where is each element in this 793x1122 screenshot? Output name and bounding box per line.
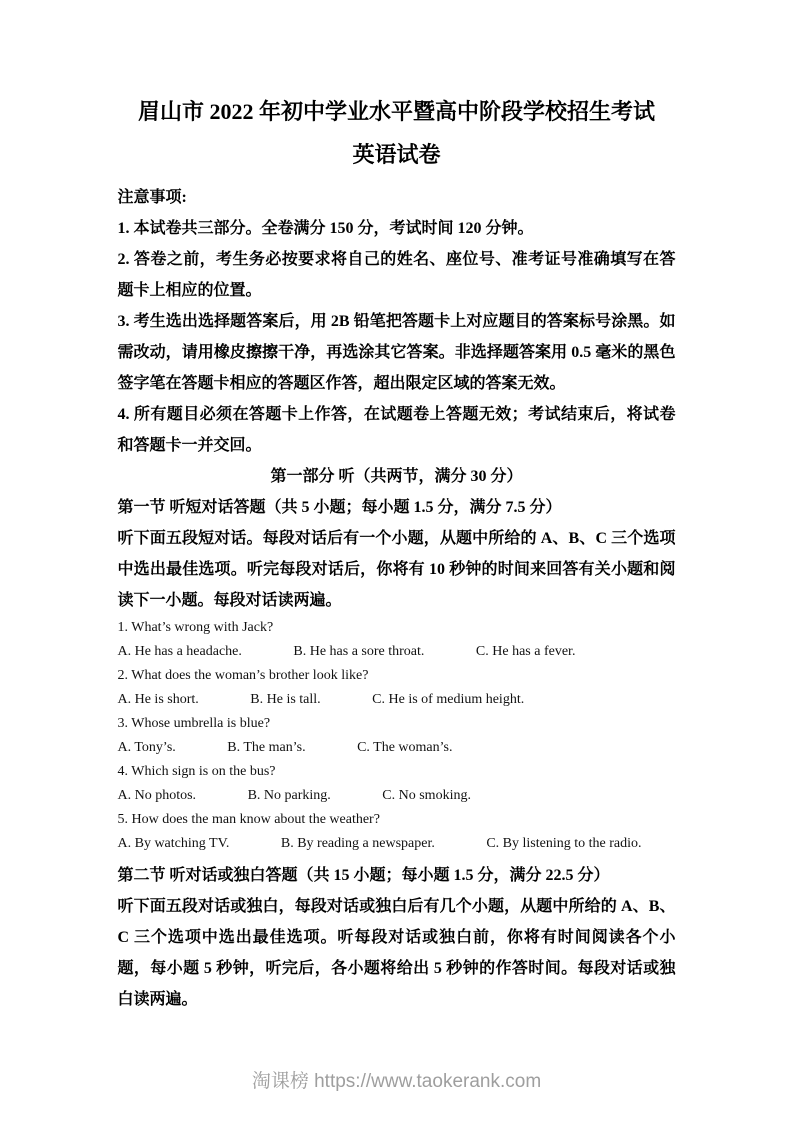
notice-item-2: 2. 答卷之前，考生务必按要求将自己的姓名、座位号、准考证号准确填写在答题卡上相应的位置。: [117, 251, 676, 299]
question-1: [118, 616, 676, 664]
option-b: B. The man’s.: [227, 740, 306, 755]
option-c: C. He is of medium height.: [372, 692, 525, 707]
option-a: A. By watching TV.: [117, 836, 230, 851]
option-a: A. Tony’s.: [117, 740, 176, 755]
question-4: [118, 760, 676, 808]
option-a: A. No photos.: [117, 788, 197, 803]
option-c: C. No smoking.: [382, 788, 471, 803]
question-5: [118, 808, 676, 856]
question-text: 3. Whose umbrella is blue?: [117, 716, 271, 731]
question-options: [118, 736, 676, 760]
notice-heading: 注意事项:: [117, 189, 187, 206]
question-3: [118, 712, 676, 760]
question-options: [118, 688, 676, 712]
question-options: [118, 640, 676, 664]
exam-subtitle: 英语试卷: [352, 142, 441, 167]
option-c: C. The woman’s.: [357, 740, 453, 755]
section2-intro: 听下面五段对话或独白，每段对话或独白后有几个小题，从题中所给的 A、B、C 三个选项中选出最佳选项。听每段对话或独白前，你将有时间阅读各个小题，每小题 5 秒钟，听完后，各小题将给出 5 秒钟的作答时间。每段对话或独白读两遍。: [117, 898, 676, 1008]
question-text: 5. How does the man know about the weather?: [117, 812, 380, 827]
option-c: C. By listening to the radio.: [486, 836, 642, 851]
exam-title: 眉山市 2022 年初中学业水平暨高中阶段学校招生考试: [137, 99, 655, 124]
option-a: A. He is short.: [117, 692, 199, 707]
section2-heading: 第二节 听对话或独白答题（共 15 小题；每小题 1.5 分，满分 22.5 分）: [117, 867, 610, 884]
notice-item-4: 4. 所有题目必须在答题卡上作答，在试题卷上答题无效；考试结束后，将试卷和答题卡一并交回。: [117, 406, 676, 454]
question-2: [118, 664, 676, 712]
question-options: [118, 832, 676, 856]
exam-content: [118, 0, 676, 1015]
option-b: B. He has a sore throat.: [293, 644, 425, 659]
option-a: A. He has a headache.: [117, 644, 242, 659]
option-b: B. He is tall.: [250, 692, 321, 707]
notice-item-3: 3. 考生选出选择题答案后，用 2B 铅笔把答题卡上对应题目的答案标号涂黑。如需改动，请用橡皮擦擦干净，再选涂其它答案。非选择题答案用 0.5 毫米的黑色签字笔在答题卡相应的答题区作答，超出限定区域的答案无效。: [117, 313, 676, 392]
option-b: B. By reading a newspaper.: [280, 836, 435, 851]
question-options: [118, 784, 676, 808]
section1-intro: 听下面五段短对话。每段对话后有一个小题，从题中所给的 A、B、C 三个选项中选出最佳选项。听完每段对话后，你将有 10 秒钟的时间来回答有关小题和阅读下一小题。每段对话读两遍。: [117, 530, 676, 609]
question-text: 1. What’s wrong with Jack?: [117, 620, 274, 635]
question-text: 4. Which sign is on the bus?: [117, 764, 276, 779]
notice-item-1: 1. 本试卷共三部分。全卷满分 150 分，考试时间 120 分钟。: [117, 220, 534, 237]
footer-watermark: 淘课榜 https://www.taokerank.com: [251, 1071, 542, 1092]
section1-heading: 第一节 听短对话答题（共 5 小题；每小题 1.5 分，满分 7.5 分）: [117, 499, 562, 516]
option-c: C. He has a fever.: [475, 644, 576, 659]
question-text: 2. What does the woman’s brother look like?: [117, 668, 369, 683]
option-b: B. No parking.: [247, 788, 331, 803]
part1-heading: 第一部分 听（共两节，满分 30 分）: [270, 468, 523, 485]
